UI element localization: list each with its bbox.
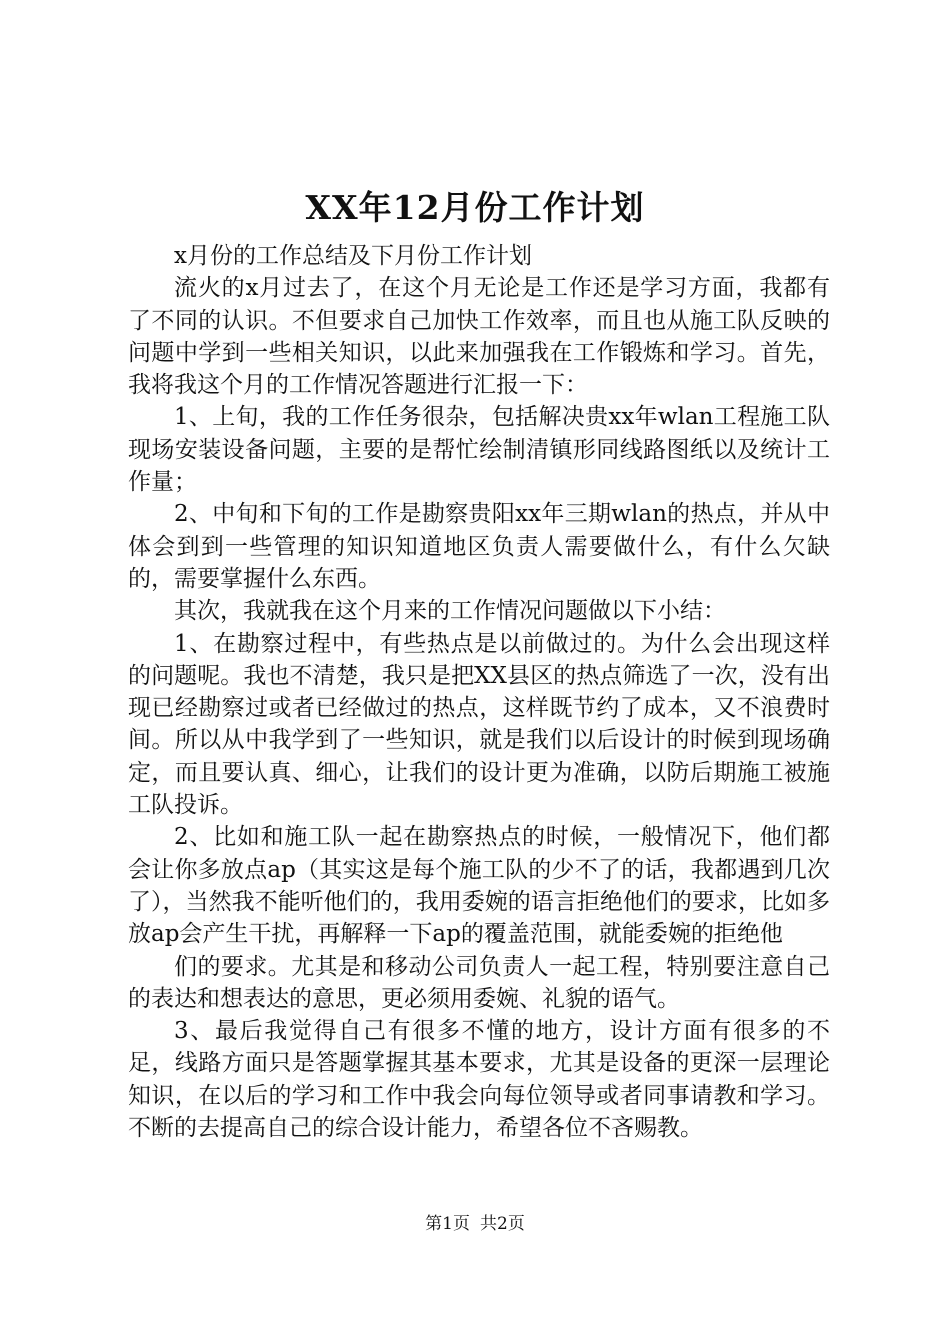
paragraph-summary-1: 1、在勘察过程中，有些热点是以前做过的。为什么会出现这样的问题呢。我也不清楚，我只是把XX县区的热点筛选了一次，没有出现已经勘察过或者已经做过的热点，这样既节约了成本，又不浪费时间。所以从中我学到了一些知识，就是我们以后设计的时候到现场确定，而且要认真、细心，让我们的设计更为准确，以防后期施工被施工队投诉。 — [128, 630, 830, 819]
paragraph-subtitle: x月份的工作总结及下月份工作计划 — [174, 243, 532, 269]
paragraph-item-2: 2、中旬和下旬的工作是勘察贵阳xx年三期wlan的热点，并从中体会到到一些管理的知识知道地区负责人需要做什么，有什么欠缺的，需要掌握什么东西。 — [128, 501, 830, 592]
paragraph-item-1: 1、上旬，我的工作任务很杂，包括解决贵xx年wlan工程施工队现场安装设备问题，主要的是帮忙绘制清镇形同线路图纸以及统计工作量； — [128, 404, 830, 496]
paragraph-summary-2-continued: 们的要求。尤其是和移动公司负责人一起工程，特别要注意自己的表达和想表达的意思，更必须用委婉、礼貌的语气。 — [128, 953, 830, 1012]
paragraph-summary-3: 3、最后我觉得自己有很多不懂的地方，设计方面有很多的不足，线路方面只是答题掌握其基本要求，尤其是设备的更深一层理论知识，在以后的学习和工作中我会向每位领导或者同事请教和学习。不断的去提高自己的综合设计能力，希望各位不吝赐教。 — [128, 1018, 830, 1142]
paragraph-summary-2: 2、比如和施工队一起在勘察热点的时候，一般情况下，他们都会让你多放点ap（其实这是每个施工队的少不了的话，我都遇到几次了），当然我不能听他们的，我用委婉的语言拒绝他们的要求，比如多放ap会产生干扰，再解释一下ap的覆盖范围，就能委婉的拒绝他 — [128, 824, 830, 948]
paragraph-intro: 流火的x月过去了，在这个月无论是工作还是学习方面，我都有了不同的认识。不但要求自己加快工作效率，而且也从施工队反映的问题中学到一些相关知识，以此来加强我在工作锻炼和学习。首先，我将我这个月的工作情况答题进行汇报一下： — [128, 275, 830, 399]
page-total: 共2页 — [480, 1214, 525, 1234]
page-number: 第1页 — [425, 1214, 470, 1234]
page-footer — [0, 1212, 950, 1236]
document-title: XX年12月份工作计划 — [305, 188, 645, 227]
document-body — [128, 240, 830, 1144]
paragraph-summary-heading: 其次，我就我在这个月来的工作情况问题做以下小结： — [174, 598, 726, 625]
